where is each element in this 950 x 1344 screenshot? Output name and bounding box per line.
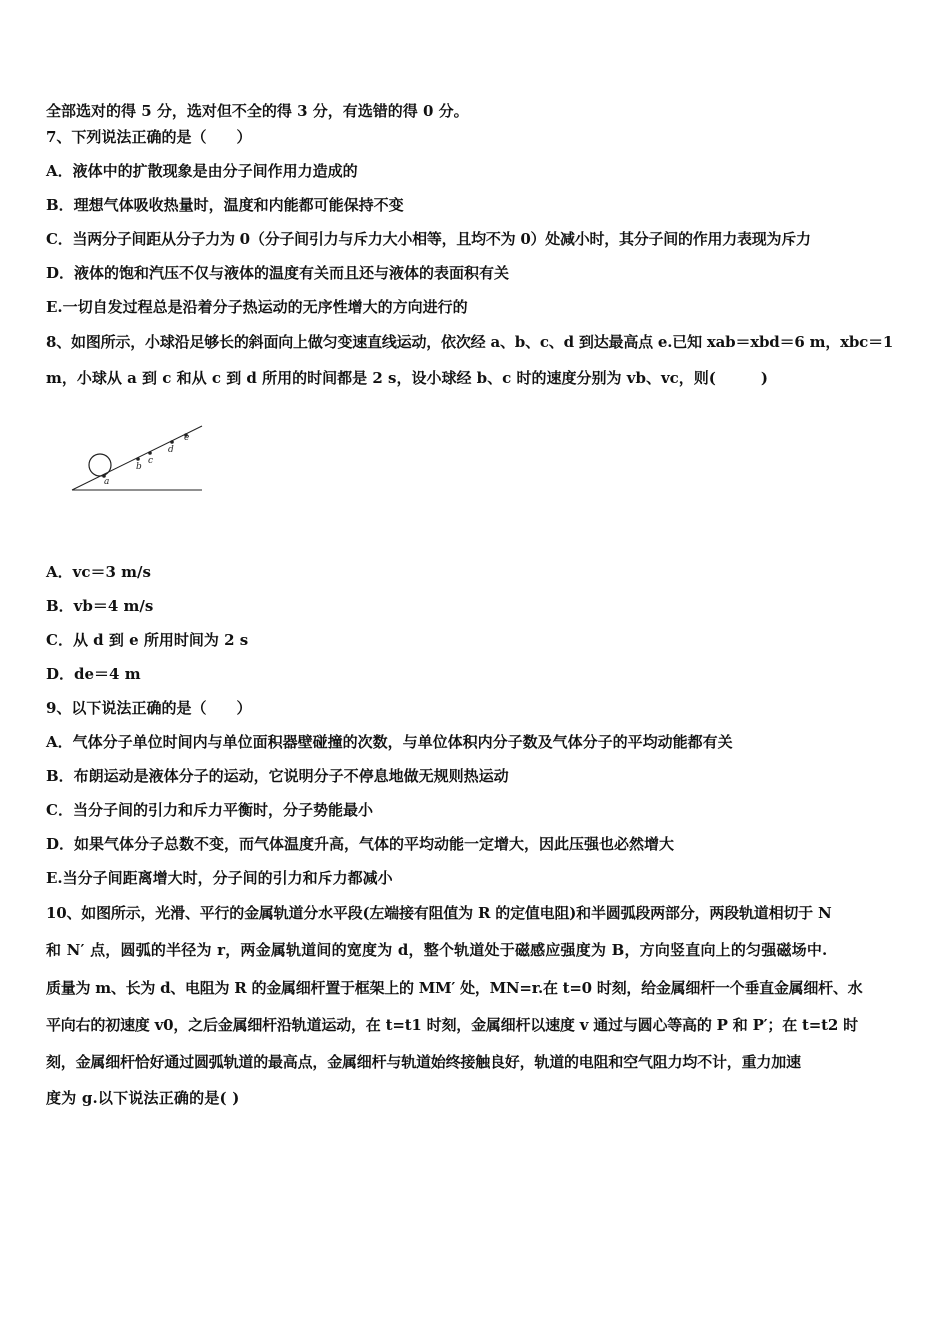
scoring-note: 全部选对的得 5 分，选对但不全的得 3 分，有选错的得 0 分。 — [46, 102, 469, 120]
q10-line-1: 10、如图所示，光滑、平行的金属轨道分水平段(左端接有阻值为 R 的定值电阻)和半圆弧段两部分，两段轨道相切于 N — [46, 904, 832, 922]
q8-option-c: C．从 d 到 e 所用时间为 2 s — [46, 631, 249, 649]
q9-option-e: E.当分子间距离增大时，分子间的引力和斥力都减小 — [46, 869, 393, 887]
incline-figure — [68, 420, 208, 495]
q8-option-d: D．de＝4 m — [46, 665, 141, 683]
label-c: c — [148, 456, 154, 466]
q10-line-5: 刻，金属细杆恰好通过圆弧轨道的最高点，金属细杆与轨道始终接触良好，轨道的电阻和空气阻力均不计，重力加速 — [46, 1053, 801, 1071]
label-b: b — [136, 462, 142, 472]
point-c-dot — [148, 451, 152, 455]
label-a: a — [104, 477, 110, 487]
q8-stem-line-2: m，小球从 a 到 c 和从 c 到 d 所用的时间都是 2 s，设小球经 b、c 时的速度分别为 vb、vc，则( ) — [46, 369, 768, 387]
q10-line-4: 平向右的初速度 v0，之后金属细杆沿轨道运动，在 t=t1 时刻，金属细杆以速度 v 通过与圆心等高的 P 和 P′；在 t=t2 时 — [46, 1016, 858, 1034]
label-e: e — [184, 433, 190, 443]
q7-option-a: A．液体中的扩散现象是由分子间作用力造成的 — [46, 162, 358, 180]
q9-option-b: B．布朗运动是液体分子的运动，它说明分子不停息地做无规则热运动 — [46, 767, 509, 785]
q9-stem: 9、以下说法正确的是（ ） — [46, 699, 252, 717]
q8-stem-line-1: 8、如图所示，小球沿足够长的斜面向上做匀变速直线运动，依次经 a、b、c、d 到达最高点 e.已知 xab＝xbd＝6 m，xbc＝1 — [46, 333, 894, 351]
q9-option-c: C．当分子间的引力和斥力平衡时，分子势能最小 — [46, 801, 373, 819]
q7-option-d: D．液体的饱和汽压不仅与液体的温度有关而且还与液体的表面积有关 — [46, 264, 510, 282]
q9-option-d: D．如果气体分子总数不变，而气体温度升高，气体的平均动能一定增大，因此压强也必然增大 — [46, 835, 675, 853]
point-d-dot — [170, 440, 174, 444]
q7-option-e: E.一切自发过程总是沿着分子热运动的无序性增大的方向进行的 — [46, 298, 468, 316]
label-d: d — [168, 445, 174, 455]
q10-line-2: 和 N′ 点，圆弧的半径为 r，两金属轨道间的宽度为 d，整个轨道处于磁感应强度为 B，方向竖直向上的匀强磁场中. — [46, 941, 828, 959]
point-b-dot — [136, 457, 140, 461]
ball — [89, 454, 111, 476]
q9-option-a: A．气体分子单位时间内与单位面积器壁碰撞的次数，与单位体积内分子数及气体分子的平均动能都有关 — [46, 733, 733, 751]
q10-line-3: 质量为 m、长为 d、电阻为 R 的金属细杆置于框架上的 MM′ 处，MN=r.在 t=0 时刻，给金属细杆一个垂直金属细杆、水 — [46, 979, 863, 997]
q7-option-b: B．理想气体吸收热量时，温度和内能都可能保持不变 — [46, 196, 404, 214]
q7-stem: 7、下列说法正确的是（ ） — [46, 128, 252, 146]
q10-line-6: 度为 g.以下说法正确的是( ) — [46, 1089, 240, 1107]
q8-option-b: B．vb＝4 m/s — [46, 597, 154, 615]
q8-option-a: A．vc＝3 m/s — [46, 563, 151, 581]
q7-option-c: C．当两分子间距从分子力为 0（分子间引力与斥力大小相等，且均不为 0）处减小时，其分子间的作用力表现为斥力 — [46, 230, 811, 248]
